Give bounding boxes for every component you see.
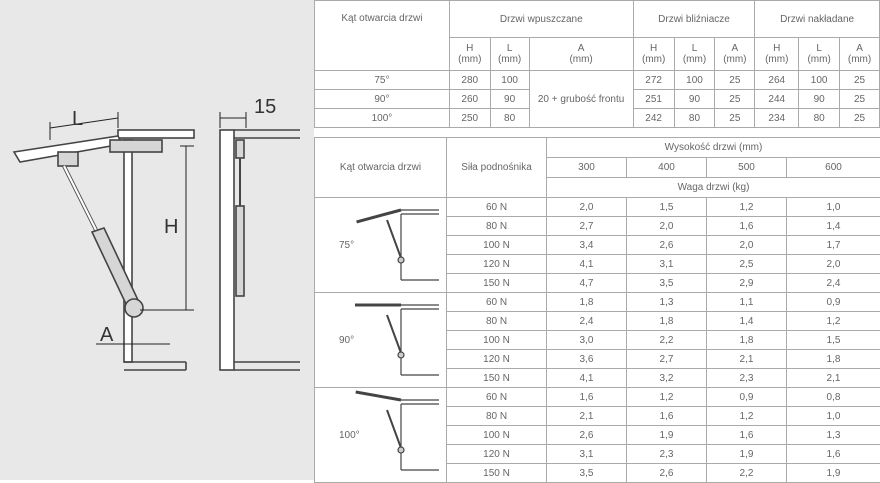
value-cell: 250 <box>449 109 490 128</box>
weight-cell: 2,3 <box>707 369 787 388</box>
weight-cell: 2,1 <box>547 407 627 426</box>
angle-label: 100° <box>339 430 360 441</box>
weight-cell: 1,9 <box>707 445 787 464</box>
dimension-a-label: A <box>100 324 113 347</box>
weight-cell: 1,6 <box>547 388 627 407</box>
value-cell: 90 <box>674 90 715 109</box>
value-cell: 272 <box>633 71 674 90</box>
weight-cell: 1,5 <box>627 198 707 217</box>
technical-drawing <box>0 0 314 480</box>
angle-cell: 100° <box>315 109 450 128</box>
weight-cell: 1,2 <box>707 407 787 426</box>
value-cell: 251 <box>633 90 674 109</box>
table-row <box>315 293 880 312</box>
subheader-a: A (mm) <box>840 38 880 71</box>
force-header: Siła podnośnika <box>447 138 547 198</box>
value-cell: 25 <box>715 109 755 128</box>
weight-cell: 1,9 <box>627 426 707 445</box>
weight-cell: 1,6 <box>627 407 707 426</box>
weight-cell: 2,5 <box>707 255 787 274</box>
weight-cell: 2,6 <box>627 464 707 483</box>
angle-cell: 90° <box>315 90 450 109</box>
weight-cell: 3,6 <box>547 350 627 369</box>
weight-cell: 4,7 <box>547 274 627 293</box>
force-cell: 60 N <box>447 293 547 312</box>
angle-label: 90° <box>339 335 354 346</box>
dimension-15-label: 15 <box>254 96 276 119</box>
angle-group-cell <box>315 293 447 388</box>
group-header-blizniacze: Drzwi bliźniacze <box>633 1 755 38</box>
weight-cell: 3,4 <box>547 236 627 255</box>
weight-cell: 4,1 <box>547 255 627 274</box>
subheader-l: L (mm) <box>674 38 715 71</box>
value-cell: 280 <box>449 71 490 90</box>
weight-cell: 1,0 <box>787 198 880 217</box>
dimensions-table <box>314 0 880 128</box>
weight-cell: 1,3 <box>787 426 880 445</box>
weight-cell: 2,6 <box>547 426 627 445</box>
value-cell: 260 <box>449 90 490 109</box>
value-cell: 100 <box>490 71 529 90</box>
value-cell: 244 <box>755 90 799 109</box>
force-cell: 60 N <box>447 388 547 407</box>
weight-header: Waga drzwi (kg) <box>547 178 880 198</box>
table-row <box>315 71 880 90</box>
value-cell: 90 <box>799 90 840 109</box>
weight-cell: 3,0 <box>547 331 627 350</box>
weight-cell: 2,9 <box>707 274 787 293</box>
height-300: 300 <box>547 158 627 178</box>
weight-cell: 1,8 <box>627 312 707 331</box>
force-cell: 80 N <box>447 312 547 331</box>
weight-cell: 1,2 <box>627 388 707 407</box>
table-row <box>315 388 880 407</box>
height-600: 600 <box>787 158 880 178</box>
value-cell: 25 <box>840 71 880 90</box>
height-header: Wysokość drzwi (mm) <box>547 138 880 158</box>
weight-cell: 1,8 <box>787 350 880 369</box>
subheader-a: A (mm) <box>529 38 633 71</box>
group-header-nakladane: Drzwi nakładane <box>755 1 880 38</box>
weight-cell: 1,9 <box>787 464 880 483</box>
height-500: 500 <box>707 158 787 178</box>
weight-cell: 0,9 <box>707 388 787 407</box>
angle-group-cell <box>315 388 447 483</box>
weight-cell: 2,3 <box>627 445 707 464</box>
dimension-h-label: H <box>164 216 178 239</box>
weight-cell: 1,4 <box>787 217 880 236</box>
weight-cell: 2,7 <box>547 217 627 236</box>
weight-cell: 3,5 <box>547 464 627 483</box>
value-cell: 100 <box>674 71 715 90</box>
weight-cell: 4,1 <box>547 369 627 388</box>
door-mini-diagram <box>315 388 447 483</box>
weight-cell: 2,1 <box>787 369 880 388</box>
force-cell: 100 N <box>447 426 547 445</box>
weight-cell: 2,2 <box>707 464 787 483</box>
value-cell: 80 <box>799 109 840 128</box>
weight-cell: 1,2 <box>787 312 880 331</box>
weight-cell: 1,4 <box>707 312 787 331</box>
weight-cell: 0,8 <box>787 388 880 407</box>
weight-cell: 1,8 <box>547 293 627 312</box>
subheader-l: L (mm) <box>799 38 840 71</box>
force-cell: 150 N <box>447 274 547 293</box>
value-cell: 264 <box>755 71 799 90</box>
value-cell: 25 <box>840 90 880 109</box>
weight-cell: 1,1 <box>707 293 787 312</box>
weight-cell: 1,6 <box>707 426 787 445</box>
weight-cell: 3,1 <box>627 255 707 274</box>
weight-cell: 2,7 <box>627 350 707 369</box>
angle-header: Kąt otwarcia drzwi <box>315 1 450 71</box>
weight-cell: 1,6 <box>787 445 880 464</box>
weight-cell: 2,4 <box>547 312 627 331</box>
weight-table <box>314 137 880 483</box>
weight-cell: 3,1 <box>547 445 627 464</box>
subheader-a: A (mm) <box>715 38 755 71</box>
weight-cell: 1,6 <box>707 217 787 236</box>
value-cell: 100 <box>799 71 840 90</box>
angle-header: Kąt otwarcia drzwi <box>315 138 447 198</box>
value-cell: 234 <box>755 109 799 128</box>
angle-group-cell <box>315 198 447 293</box>
weight-cell: 2,4 <box>787 274 880 293</box>
door-mini-diagram <box>315 293 447 388</box>
subheader-l: L (mm) <box>490 38 529 71</box>
force-cell: 150 N <box>447 464 547 483</box>
force-cell: 120 N <box>447 445 547 464</box>
force-cell: 120 N <box>447 255 547 274</box>
value-cell: 80 <box>674 109 715 128</box>
weight-cell: 1,7 <box>787 236 880 255</box>
angle-cell: 75° <box>315 71 450 90</box>
weight-cell: 0,9 <box>787 293 880 312</box>
subheader-h: H (mm) <box>633 38 674 71</box>
force-cell: 100 N <box>447 331 547 350</box>
weight-cell: 1,8 <box>707 331 787 350</box>
weight-cell: 2,6 <box>627 236 707 255</box>
door-mini-diagram <box>315 198 447 293</box>
weight-cell: 3,5 <box>627 274 707 293</box>
weight-cell: 2,0 <box>707 236 787 255</box>
weight-cell: 1,2 <box>707 198 787 217</box>
value-cell: 25 <box>715 90 755 109</box>
subheader-h: H (mm) <box>755 38 799 71</box>
weight-cell: 2,0 <box>787 255 880 274</box>
weight-cell: 3,2 <box>627 369 707 388</box>
group-header-wpuszczane: Drzwi wpuszczane <box>449 1 633 38</box>
weight-cell: 2,0 <box>627 217 707 236</box>
angle-label: 75° <box>339 240 354 251</box>
value-cell: 25 <box>840 109 880 128</box>
weight-cell: 1,5 <box>787 331 880 350</box>
dimension-l-label: L <box>72 108 83 131</box>
weight-cell: 2,0 <box>547 198 627 217</box>
force-cell: 120 N <box>447 350 547 369</box>
weight-cell: 1,3 <box>627 293 707 312</box>
lift-mechanism-diagram <box>0 0 314 480</box>
value-cell: 25 <box>715 71 755 90</box>
a-wpuszczane-cell: 20 + grubość frontu <box>529 71 633 128</box>
subheader-h: H (mm) <box>449 38 490 71</box>
weight-cell: 1,0 <box>787 407 880 426</box>
force-cell: 80 N <box>447 217 547 236</box>
force-cell: 80 N <box>447 407 547 426</box>
value-cell: 242 <box>633 109 674 128</box>
value-cell: 80 <box>490 109 529 128</box>
value-cell: 90 <box>490 90 529 109</box>
force-cell: 100 N <box>447 236 547 255</box>
weight-cell: 2,1 <box>707 350 787 369</box>
force-cell: 150 N <box>447 369 547 388</box>
weight-cell: 2,2 <box>627 331 707 350</box>
height-400: 400 <box>627 158 707 178</box>
force-cell: 60 N <box>447 198 547 217</box>
table-row <box>315 198 880 217</box>
